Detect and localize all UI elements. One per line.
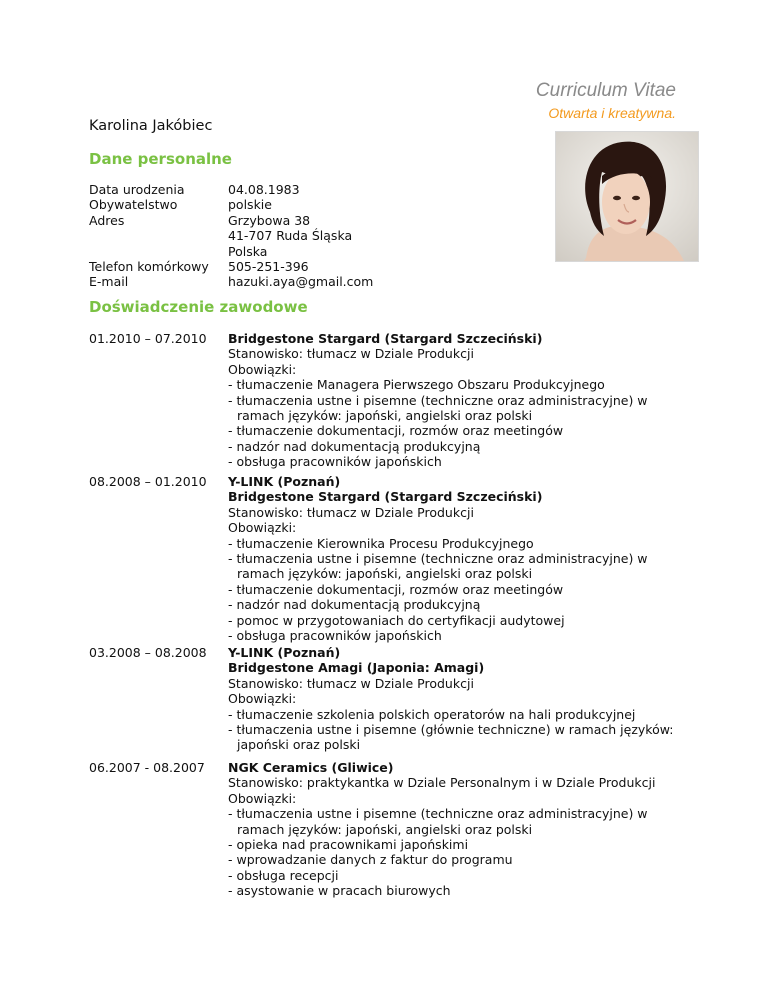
- duty-item: - tłumaczenia ustne i pisemne (techniczne oraz administracyjne) w ramach języków: japoński, angielski oraz polski: [228, 392, 648, 424]
- experience-entry: [89, 760, 689, 899]
- email-value-line: hazuki.aya@gmail.com: [228, 274, 374, 290]
- person-name: Karolina Jakóbiec: [89, 118, 213, 134]
- birthdate-value: [228, 182, 489, 197]
- email-label: E-mail: [89, 274, 129, 290]
- duty-item: - tłumaczenia ustne i pisemne (techniczne oraz administracyjne) w ramach języków: japoński, angielski oraz polski: [228, 551, 648, 582]
- section-heading-personal: Dane personalne: [89, 150, 232, 168]
- phone-label: Telefon komórkowy: [89, 259, 209, 275]
- experience-entry: [89, 474, 689, 643]
- duty-item: - tłumaczenia ustne i pisemne (techniczne oraz administracyjne) w ramach języków: japoński, angielski oraz polski: [228, 806, 648, 837]
- company-name: Y-LINK (Poznań): [228, 474, 341, 489]
- experience-body: [228, 331, 689, 470]
- address-line: 41-707 Ruda Śląska: [228, 228, 353, 244]
- address-line: Grzybowa 38: [228, 212, 311, 228]
- experience-dates: 08.2008 – 01.2010: [89, 474, 207, 489]
- phone-value-line: 505-251-396: [228, 259, 309, 275]
- experience-body: [228, 645, 689, 753]
- position: Stanowisko: praktykantka w Dziale Personalnym i w Dziale Produkcji: [228, 775, 656, 791]
- duty-item: - nadzór nad dokumentacją produkcyjną: [228, 438, 481, 454]
- duties-label: Obowiązki:: [228, 691, 297, 707]
- company-name: Bridgestone Stargard (Stargard Szczeciński): [228, 489, 543, 505]
- experience-entry: [89, 645, 689, 753]
- company-name: NGK Ceramics (Gliwice): [228, 760, 394, 775]
- duty-item: - nadzór nad dokumentacją produkcyjną: [228, 597, 481, 613]
- duty-item: - obsługa recepcji: [228, 867, 339, 883]
- personal-row-email: [89, 274, 489, 289]
- duty-item: - obsługa pracowników japońskich: [228, 454, 442, 470]
- experience-dates: 06.2007 - 08.2007: [89, 760, 205, 775]
- duty-item: - tłumaczenie dokumentacji, rozmów oraz meetingów: [228, 581, 564, 597]
- personal-row-birthdate: [89, 182, 489, 197]
- experience-entry: [89, 331, 689, 470]
- position: Stanowisko: tłumacz w Dziale Produkcji: [228, 675, 474, 691]
- personal-row-address: [89, 213, 489, 259]
- duty-item: - pomoc w przygotowaniach do certyfikacji audytowej: [228, 612, 565, 628]
- company-name: Bridgestone Amagi (Japonia: Amagi): [228, 660, 485, 676]
- duty-item: - tłumaczenie Managera Pierwszego Obszaru Produkcyjnego: [228, 377, 605, 393]
- phone-value: [228, 259, 489, 274]
- duty-item: - tłumaczenie dokumentacji, rozmów oraz meetingów: [228, 423, 564, 439]
- citizenship-value: [228, 197, 489, 212]
- profile-photo: [555, 131, 699, 262]
- duty-item: - tłumaczenie szkolenia polskich operatorów na hali produkcyjnej: [228, 706, 636, 722]
- duty-item: - wprowadzanie danych z faktur do programu: [228, 852, 513, 868]
- duties-label: Obowiązki:: [228, 361, 297, 377]
- experience-body: [228, 760, 689, 899]
- personal-row-citizenship: [89, 197, 489, 212]
- duty-item: - obsługa pracowników japońskich: [228, 628, 442, 644]
- duties-label: Obowiązki:: [228, 520, 297, 536]
- duty-item: - tłumaczenie Kierownika Procesu Produkcyjnego: [228, 535, 534, 551]
- company-name: Bridgestone Stargard (Stargard Szczeciński): [228, 331, 543, 346]
- address-line: Polska: [228, 243, 268, 259]
- experience-dates: 01.2010 – 07.2010: [89, 331, 207, 346]
- personal-details: [89, 182, 489, 290]
- email-value: [228, 274, 489, 289]
- personal-row-phone: [89, 259, 489, 274]
- citizenship-label: Obywatelstwo: [89, 197, 178, 213]
- duty-item: - tłumaczenia ustne i pisemne (głównie techniczne) w ramach języków: japoński oraz polski: [228, 722, 674, 753]
- experience-dates: 03.2008 – 08.2008: [89, 645, 207, 660]
- cv-title: Curriculum Vitae: [535, 80, 676, 101]
- citizenship-value-line: polskie: [228, 197, 272, 213]
- experience-body: [228, 474, 689, 643]
- duty-item: - asystowanie w pracach biurowych: [228, 883, 451, 899]
- company-name: Y-LINK (Poznań): [228, 645, 341, 660]
- address-value: [228, 213, 489, 259]
- birthdate-label: Data urodzenia: [89, 182, 185, 197]
- cv-subtitle: Otwarta i kreatywna.: [548, 105, 676, 121]
- section-heading-experience: Doświadczenie zawodowe: [89, 298, 308, 316]
- position: Stanowisko: tłumacz w Dziale Produkcji: [228, 504, 474, 520]
- birthdate-value-line: 04.08.1983: [228, 182, 300, 197]
- duties-label: Obowiązki:: [228, 790, 297, 806]
- duty-item: - opieka nad pracownikami japońskimi: [228, 837, 469, 853]
- address-label: Adres: [89, 212, 125, 228]
- position: Stanowisko: tłumacz w Dziale Produkcji: [228, 346, 474, 362]
